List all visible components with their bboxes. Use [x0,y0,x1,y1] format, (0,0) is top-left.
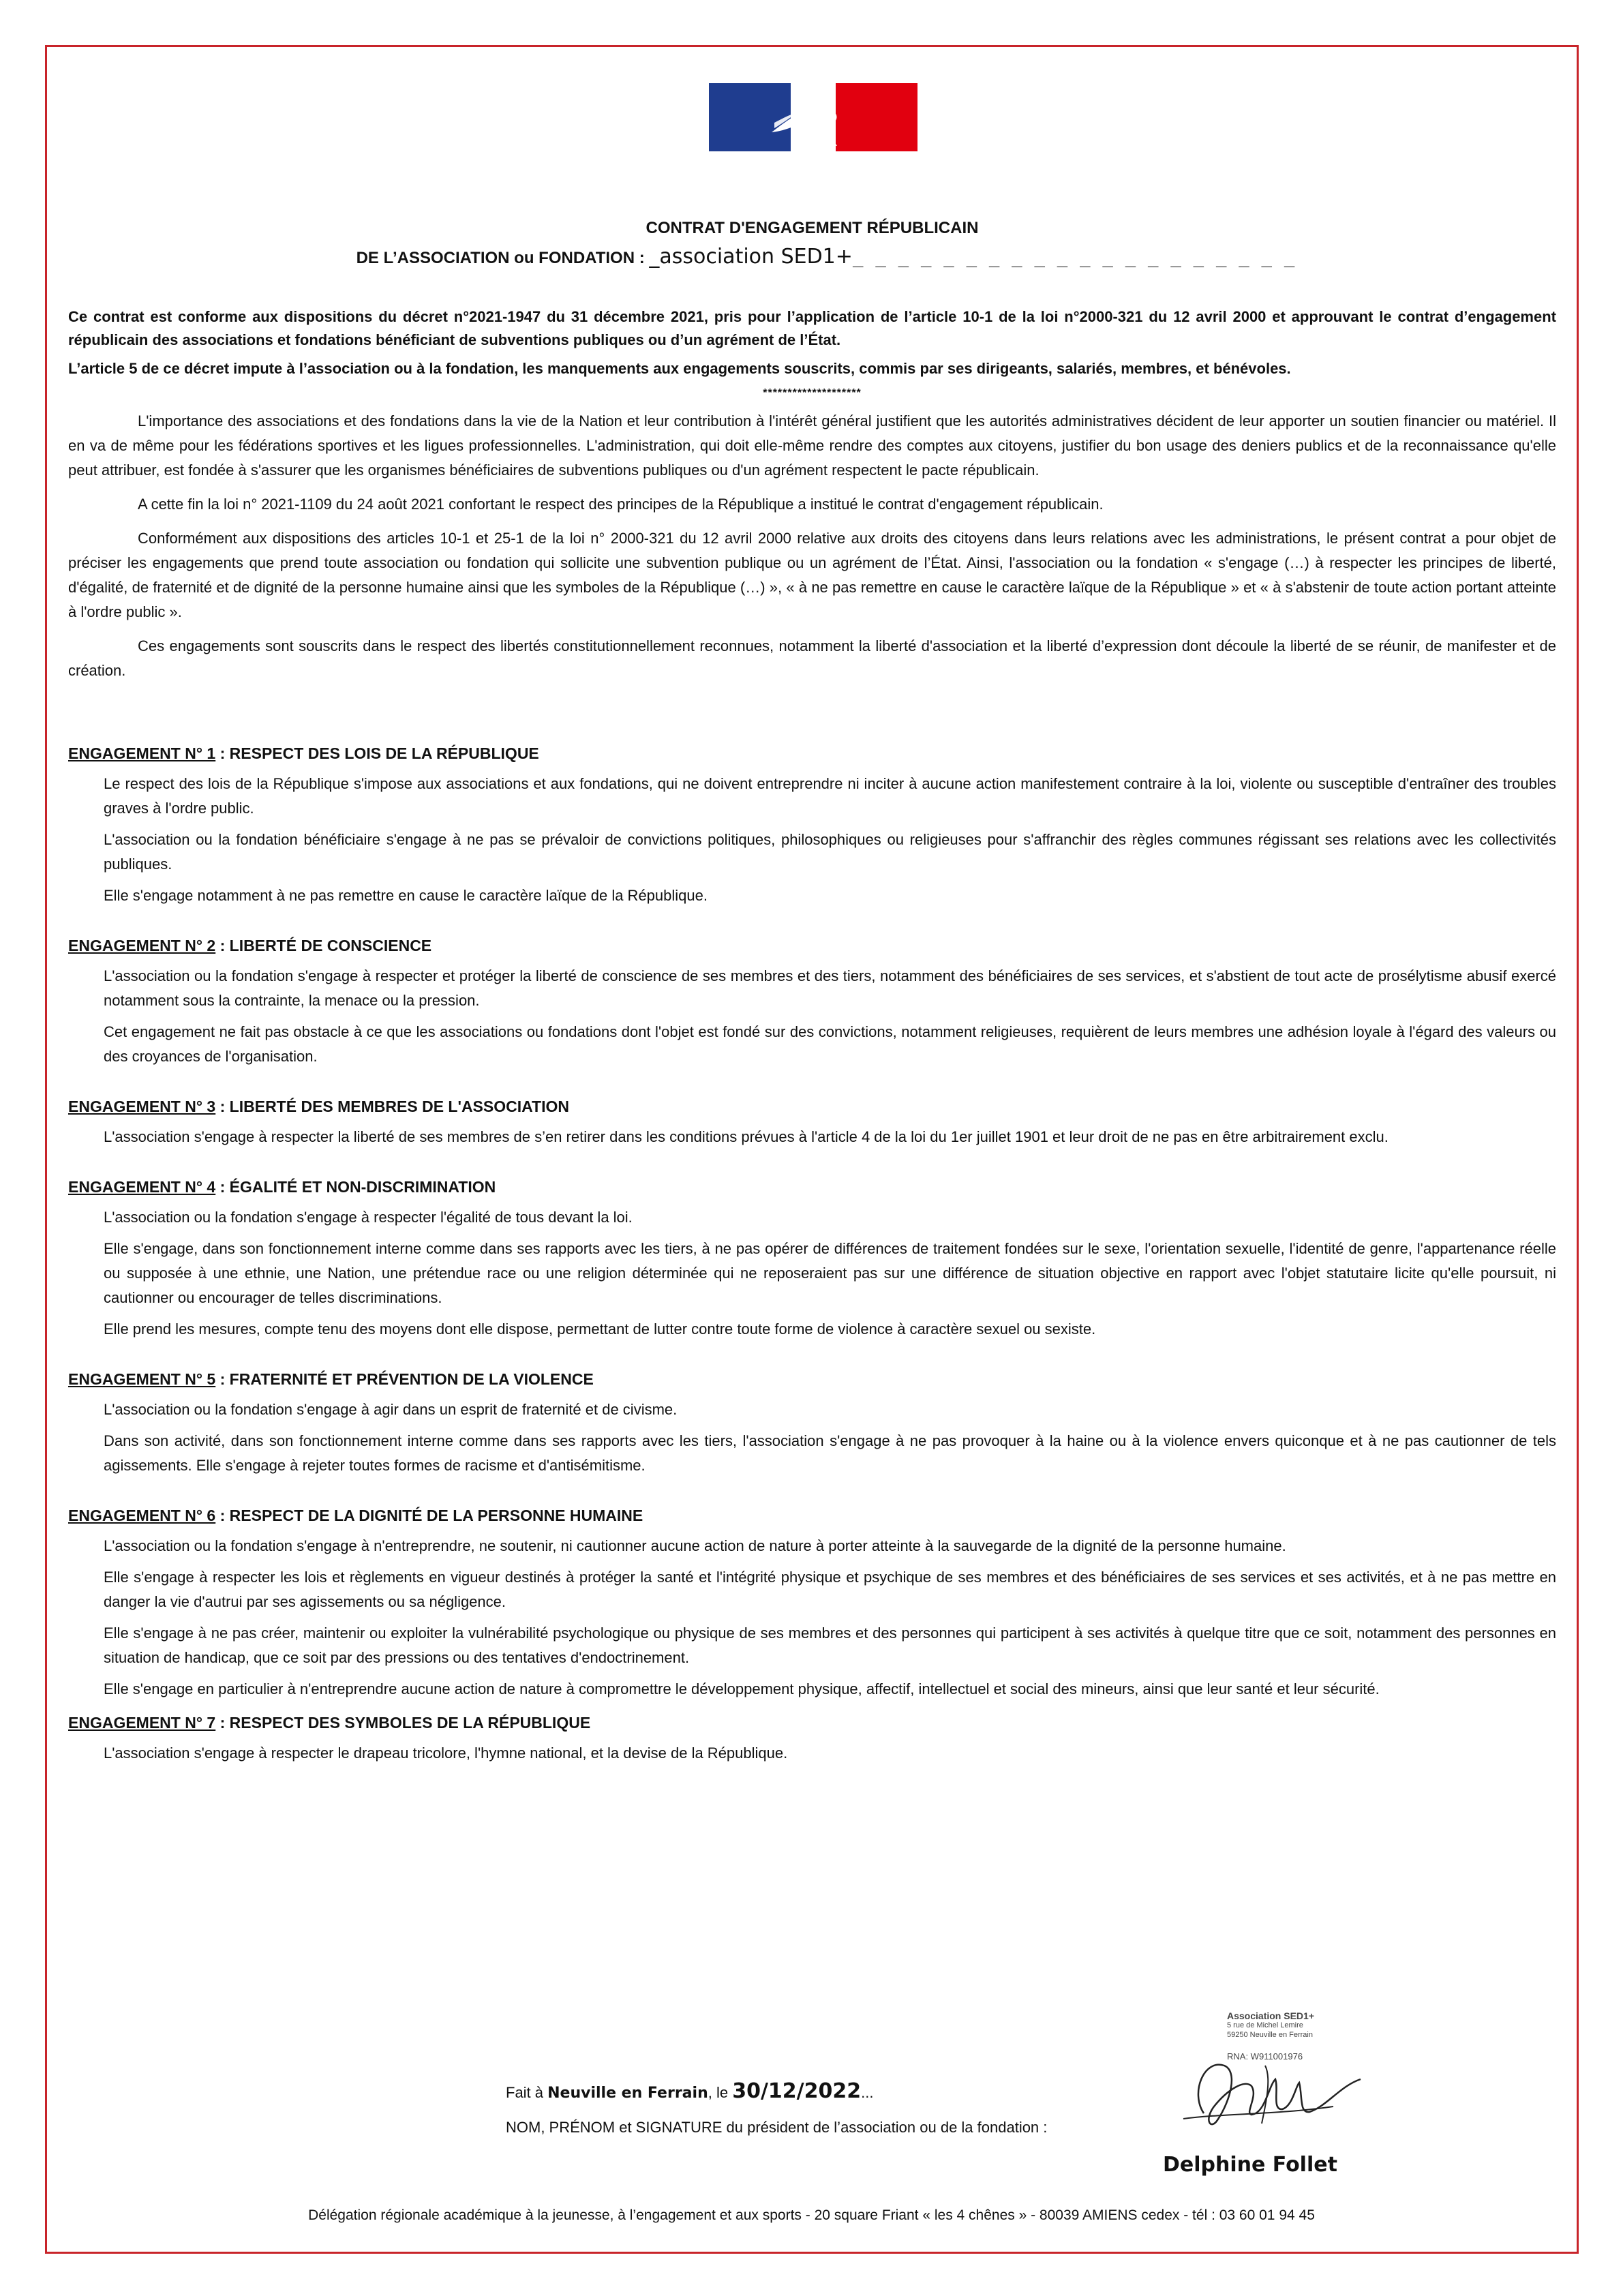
engagement-paragraph: L'association ou la fondation s'engage à respecter l'égalité de tous devant la loi. [104,1209,633,1226]
engagement-number: ENGAGEMENT N° 1 [68,744,216,762]
preamble-paragraph: Conformément aux dispositions des articles 10-1 et 25-1 de la loi n° 2000-321 du 12 avril 2000 relative aux droits des citoyens dans leurs relations avec les administrations, le présent contrat a pour objet de préciser les engagements que prend toute association ou fondation qui sollicite une subvention publique ou un agrément de l’État. Ainsi, l'association ou la fondation « s'engage (…) à respecter les principes de liberté, d'égalité, de fraternité et de dignité de la personne humaine ainsi que les symboles de la République (…) », « à ne pas remettre en cause le caractère laïque de la République » et « à s'abstenir de toute action portant atteinte à l'ordre public ». [68,530,1556,620]
contract-title: CONTRAT D'ENGAGEMENT RÉPUBLICAIN [646,219,979,237]
association-title-line [95,245,1556,270]
engagement-heading-7 [68,1711,1556,1734]
engagement-paragraph: Elle prend les mesures, compte tenu des moyens dont elle dispose, permettant de lutter contre toute forme de violence à caractère sexuel ou sexiste. [104,1320,1096,1338]
signature-place: Neuville en Ferrain [547,2085,708,2102]
le-label: , le [708,2084,733,2101]
association-dashes: _ _ _ _ _ _ _ _ _ _ _ _ _ _ _ _ _ _ _ _ [852,247,1296,268]
engagement-heading-2 [68,934,1556,957]
engagement-number: ENGAGEMENT N° 6 [68,1507,216,1524]
intro-paragraph: L’article 5 de ce décret impute à l’association ou à la fondation, les manquements aux engagements souscrits, commis par ses dirigeants, salariés, membres, et bénévoles. [68,360,1291,377]
engagement-paragraph: L'association s'engage à respecter la liberté de ses membres de s’en retirer dans les conditions prévues à l'article 4 de la loi du 1er juillet 1901 et leur droit de ne pas en être arbitrairement exclu. [104,1128,1389,1145]
engagement-paragraph: Cet engagement ne fait pas obstacle à ce que les associations ou fondations dont l'objet est fondé sur des convictions, notamment religieuses, requièrent de leurs membres une adhésion loyale à l'égard des valeurs ou des croyances de l'organisation. [104,1023,1556,1065]
engagement-title: : RESPECT DES LOIS DE LA RÉPUBLIQUE [215,744,539,762]
engagement-paragraph: Elle s'engage, dans son fonctionnement interne comme dans ses rapports avec les tiers, à ne pas opérer de différences de traitement fondées sur le sexe, l'orientation sexuelle, l'identité de genre, l'appartenance réelle ou supposée à une ethnie, une Nation, une prétendue race ou une religion déterminée qui ne reposeraient pas sur une différence de situation objective en rapport avec l'objet statutaire licite qu'elle poursuit, ni cautionner ou encourager de telles discriminations. [104,1240,1556,1306]
stamp-title: Association SED1+ [1227,2010,1314,2021]
document-body [68,217,1556,1766]
engagement-paragraph: Elle s'engage à respecter les lois et règlements en vigueur destinés à protéger la santé et l'intégrité physique et psychique de ses membres et des bénéficiaires de ses services et ses activités, et à ne pas mettre en danger la vie d'autrui par ses agissements ou sa négligence. [104,1569,1556,1610]
engagement-heading-1 [68,742,1556,765]
association-name: _association SED1+ [649,245,853,269]
signer-name: Delphine Follet [1163,2153,1337,2177]
engagement-title: : FRATERNITÉ ET PRÉVENTION DE LA VIOLENCE [215,1370,594,1388]
engagement-paragraph: Elle s'engage notamment à ne pas remettre en cause le caractère laïque de la République. [104,887,708,904]
engagement-heading-4 [68,1175,1556,1198]
footer-address: Délégation régionale académique à la jeunesse, à l’engagement et aux sports - 20 square Friant « les 4 chênes » - 80039 AMIENS cedex - tél : 03 60 01 94 45 [308,2207,1315,2223]
engagement-heading-5 [68,1368,1556,1391]
fait-a-label: Fait à [506,2084,548,2101]
engagement-number: ENGAGEMENT N° 5 [68,1370,216,1388]
marianne-logo-icon [709,83,917,151]
engagement-number: ENGAGEMENT N° 3 [68,1098,216,1115]
engagement-paragraph: Elle s'engage en particulier à n'entreprendre aucune action de nature à compromettre le développement physique, affectif, intellectuel et social des mineurs, ainsi que leur santé et leur sécurité. [104,1680,1380,1697]
date-suffix: ... [861,2084,874,2101]
association-label: DE L’ASSOCIATION ou FONDATION : [356,249,650,267]
separator: ******************** [763,387,862,399]
preamble-paragraph: A cette fin la loi n° 2021-1109 du 24 août 2021 confortant le respect des principes de la République a institué le contrat d'engagement républicain. [138,496,1104,513]
engagement-number: ENGAGEMENT N° 4 [68,1178,216,1196]
intro-paragraph: Ce contrat est conforme aux dispositions du décret n°2021-1947 du 31 décembre 2021, pris pour l’application de l’article 10-1 de la loi n°2000-321 du 12 avril 2000 et approuvant le contrat d’engagement républicain des associations et fondations bénéficiant de subventions publiques ou d’un agrément de l’État. [68,308,1556,348]
engagement-number: ENGAGEMENT N° 7 [68,1714,216,1732]
engagement-paragraph: L'association ou la fondation bénéficiaire s'engage à ne pas se prévaloir de convictions politiques, philosophiques ou religieuses pour s'affranchir des règles communes régissant ses relations avec les collectivités publiques. [104,831,1556,873]
engagement-paragraph: L'association ou la fondation s'engage à n'entreprendre, ne soutenir, ni cautionner aucune action de nature à porter atteinte à la sauvegarde de la dignité de la personne humaine. [104,1537,1286,1554]
handwritten-signature [1163,2038,1381,2141]
engagement-paragraph: Dans son activité, dans son fonctionnement interne comme dans ses rapports avec les tiers, l'association s'engage à ne pas provoquer à la haine ou à la violence envers quiconque et à ne pas cautionner de tels agissements. Elle s'engage à rejeter toutes formes de racisme et d'antisémitisme. [104,1432,1556,1474]
engagement-title: : ÉGALITÉ ET NON-DISCRIMINATION [215,1178,496,1196]
engagement-title: : LIBERTÉ DE CONSCIENCE [215,937,432,954]
engagement-paragraph: L'association ou la fondation s'engage à agir dans un esprit de fraternité et de civisme. [104,1401,678,1418]
engagement-heading-3 [68,1095,1556,1118]
preamble-paragraph: L'importance des associations et des fondations dans la vie de la Nation et leur contribution à l'intérêt général justifient que les autorités administratives décident de leur apporter un soutien financier ou matériel. Il en va de même pour les fédérations sportives et les ligues professionnelles. L'administration, qui doit elle-même rendre des comptes aux citoyens, justifier du bon usage des deniers publics et de la reconnaissance qu'elle peut attribuer, est fondée à s'assurer que les organismes bénéficiaires de subventions publiques ou d'un agrément respectent le pacte républicain. [68,412,1556,479]
signature-place-date [506,2079,873,2103]
stamp-address-line: 5 rue de Michel Lemire [1227,2021,1303,2029]
engagement-title: : RESPECT DES SYMBOLES DE LA RÉPUBLIQUE [215,1714,591,1732]
engagement-paragraph: L'association s'engage à respecter le drapeau tricolore, l'hymne national, et la devise de la République. [104,1744,788,1762]
preamble-paragraph: Ces engagements sont souscrits dans le respect des libertés constitutionnellement reconnues, notamment la liberté d'association et la liberté d’expression dont découle la liberté de se réunir, de manifester et de création. [68,637,1556,679]
signature-instruction: NOM, PRÉNOM et SIGNATURE du président de l’association ou de la fondation : [506,2119,1048,2136]
engagement-paragraph: Le respect des lois de la République s'impose aux associations et aux fondations, qui ne doivent entreprendre ni inciter à aucune action manifestement contraire à la loi, violente ou susceptible d'entraîner des troubles graves à l'ordre public. [104,775,1556,817]
engagement-title: : LIBERTÉ DES MEMBRES DE L'ASSOCIATION [215,1098,569,1115]
engagement-heading-6 [68,1504,1556,1527]
engagement-paragraph: Elle s'engage à ne pas créer, maintenir ou exploiter la vulnérabilité psychologique ou physique de ses membres et des personnes qui participent à ses activités à quelque titre que ce soit, notamment des personnes en situation de handicap, que ce soit par des pressions ou des tentatives d'endoctrinement. [104,1625,1556,1666]
engagement-paragraph: L'association ou la fondation s'engage à respecter et protéger la liberté de conscience de ses membres et des tiers, notamment des bénéficiaires de ses services, et s'abstient de tout acte de prosélytisme abusif exercé notamment sous la contrainte, la menace ou la pression. [104,967,1556,1009]
stamp-rna: RNA: W911001976 [1227,2051,1303,2061]
signature-date: 30/12/2022 [732,2079,862,2103]
engagement-number: ENGAGEMENT N° 2 [68,937,216,954]
engagement-title: : RESPECT DE LA DIGNITÉ DE LA PERSONNE HUMAINE [215,1507,643,1524]
stamp-address-line: 59250 Neuville en Ferrain [1227,2031,1313,2039]
